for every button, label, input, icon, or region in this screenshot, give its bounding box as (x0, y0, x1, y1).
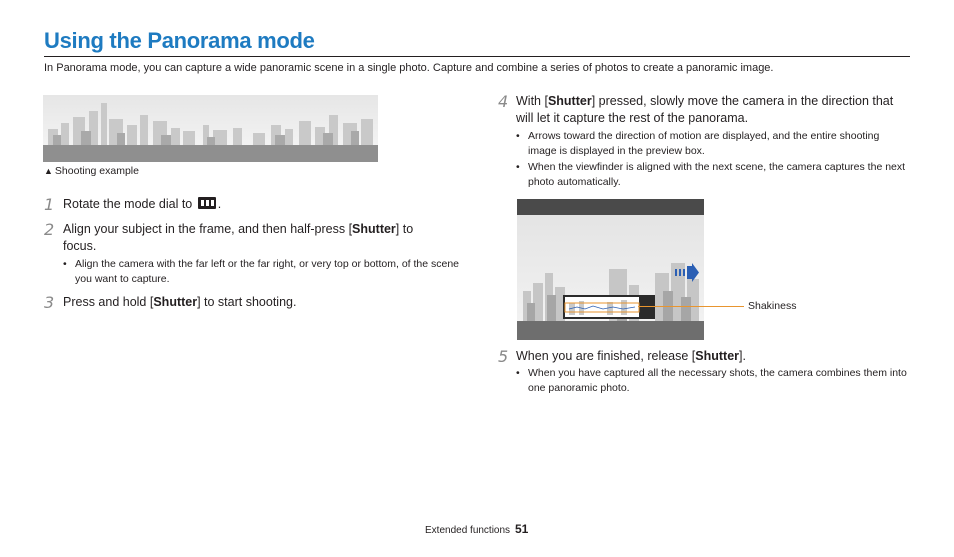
step-3-pre: Press and hold [ (63, 295, 154, 309)
page-number: 51 (515, 522, 529, 536)
step-1-post: . (217, 197, 222, 211)
title-rule (44, 56, 910, 57)
step-2-bullet-1: • Align the camera with the far left or the far right, or very top or bottom, of the scene you want to capture. (63, 258, 460, 285)
step-2-bullet-1-text: Align the camera with the far left or the far right, or very top or bottom, of the scene you want to capture. (75, 258, 460, 285)
step-3-number: 3 (44, 293, 55, 312)
intro-text: In Panorama mode, you can capture a wide panoramic scene in a single photo. Capture and combine a series of photos to create a panoramic image. (44, 62, 774, 74)
panorama-mode-icon (198, 197, 216, 209)
step-2-pre: Align your subject in the frame, and then half-press [ (63, 222, 353, 236)
step-1-text (63, 196, 221, 213)
shutter-key-label: Shutter (547, 94, 592, 108)
page-title: Using the Panorama mode (44, 28, 315, 53)
shutter-key-label: Shutter (153, 295, 198, 309)
step-5-post: ]. (739, 349, 746, 363)
shutter-key-label: Shutter (352, 222, 396, 236)
shakiness-leader-line (638, 306, 744, 307)
triangle-up-icon: ▲ (44, 166, 53, 176)
step-4-pre: With [ (516, 94, 548, 108)
step-5-bullet-1: • When you have captured all the necessary shots, the camera combines them into one panoramic photo. (516, 367, 907, 394)
shakiness-label: Shakiness (748, 300, 797, 312)
step-3-post: ] to start shooting. (197, 295, 297, 309)
shutter-key-label: Shutter (695, 349, 740, 363)
panorama-preview-image (517, 199, 704, 340)
step-5-number: 5 (498, 347, 509, 366)
step-5-text (516, 348, 746, 365)
step-4-bullet-1-text: Arrows toward the direction of motion are displayed, and the entire shooting image is displayed in the preview box. (528, 130, 880, 157)
step-3-text (63, 294, 296, 311)
example-caption-text: Shooting example (54, 165, 139, 177)
step-2-post: ] to focus. (63, 222, 414, 253)
step-4-number: 4 (498, 92, 509, 111)
example-caption (44, 165, 139, 177)
footer-section: Extended functions (425, 525, 511, 536)
step-1-pre: Rotate the mode dial to (63, 197, 193, 211)
step-5-pre: When you are finished, release [ (516, 349, 696, 363)
step-1-number: 1 (44, 195, 55, 214)
step-5-bullet-1-text: When you have captured all the necessary shots, the camera combines them into one panoramic photo. (528, 367, 907, 394)
shooting-example-image (43, 95, 378, 162)
step-2-number: 2 (44, 220, 55, 239)
step-4-bullet-2: • When the viewfinder is aligned with the next scene, the camera captures the next photo automatically. (516, 161, 906, 188)
step-4-bullet-2-text: When the viewfinder is aligned with the next scene, the camera captures the next photo automatically. (528, 161, 906, 188)
step-4-text (516, 93, 911, 127)
step-4-post: ] pressed, slowly move the camera in the direction that will let it capture the rest of the panorama. (516, 94, 894, 125)
step-2-text (63, 221, 443, 255)
step-4-bullet-1: • Arrows toward the direction of motion are displayed, and the entire shooting image is displayed in the preview box. (516, 130, 880, 157)
